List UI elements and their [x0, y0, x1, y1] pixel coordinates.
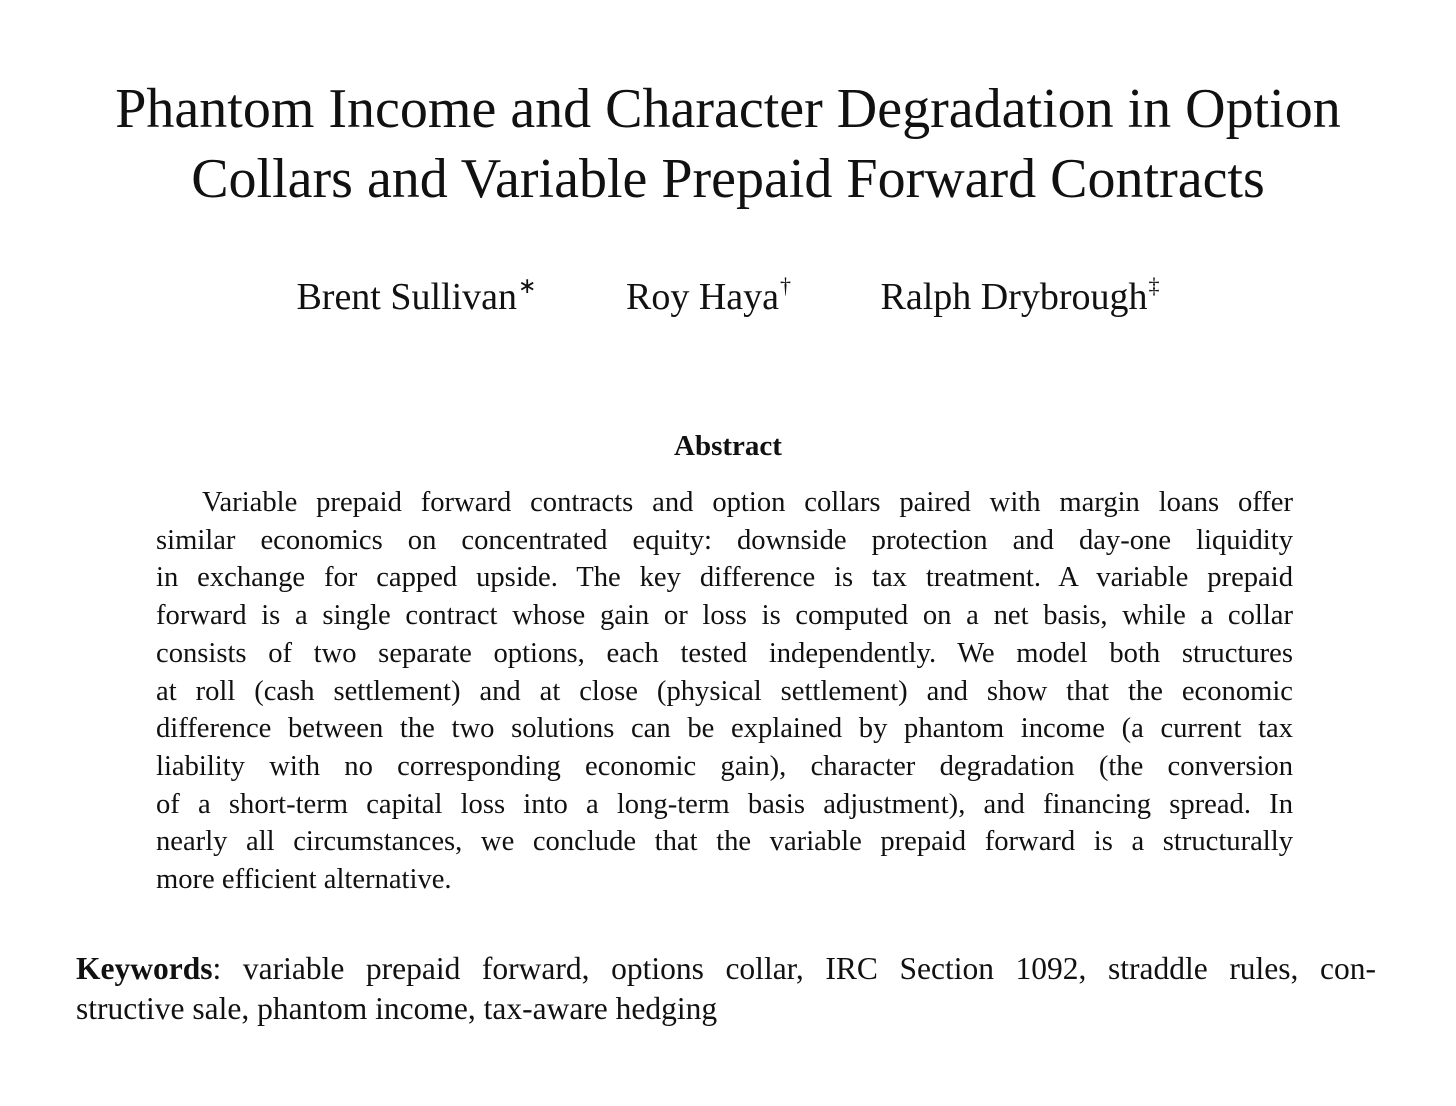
- paper-title-line-1: Phantom Income and Character Degradation in Option: [115, 78, 1341, 140]
- keywords-separator: :: [212, 951, 222, 986]
- abstract-body: [156, 484, 1293, 899]
- author-2: [626, 260, 791, 323]
- abstract-line: nearly all circumstances, we conclude that the variable prepaid forward is a structurally: [156, 826, 1293, 858]
- abstract-line: similar economics on concentrated equity: downside protection and day-one liquidity: [156, 524, 1293, 556]
- keywords-label: Keywords: [76, 951, 213, 986]
- author-1: [296, 260, 536, 323]
- author-footnote-mark: ∗: [518, 273, 537, 298]
- keywords-line-2: structive sale, phantom income, tax-aware hedging: [76, 991, 718, 1026]
- keywords-line-1: [76, 949, 1376, 989]
- keywords-text: variable prepaid forward, options collar, IRC Section 1092, straddle rules, con-: [242, 951, 1376, 986]
- keywords-section: [76, 949, 1376, 1029]
- author-name: Roy Haya: [625, 276, 780, 318]
- abstract-line: in exchange for capped upside. The key difference is tax treatment. A variable prepaid: [156, 562, 1293, 594]
- abstract-line: more efficient alternative.: [156, 864, 452, 896]
- abstract-line: consists of two separate options, each tested independently. We model both structures: [156, 637, 1293, 669]
- paper-title-line-2: Collars and Variable Prepaid Forward Contracts: [191, 148, 1265, 210]
- abstract-heading: Abstract: [674, 430, 782, 462]
- abstract-line: Variable prepaid forward contracts and option collars paired with margin loans offer: [202, 487, 1293, 518]
- abstract-line: of a short-term capital loss into a long-term basis adjustment), and financing spread. In: [156, 788, 1293, 820]
- abstract-line: difference between the two solutions can be explained by phantom income (a current tax: [156, 713, 1293, 745]
- abstract-line: liability with no corresponding economic gain), character degradation (the conversion: [156, 750, 1293, 782]
- author-footnote-mark: †: [780, 273, 792, 298]
- author-list: [0, 260, 1456, 323]
- paper-title: [60, 74, 1396, 214]
- author-name: Brent Sullivan: [296, 276, 518, 318]
- abstract-line: forward is a single contract whose gain or loss is computed on a net basis, while a collar: [156, 600, 1293, 632]
- abstract-line: at roll (cash settlement) and at close (physical settlement) and show that the economic: [156, 675, 1293, 707]
- author-3: [881, 260, 1160, 323]
- author-footnote-mark: ‡: [1148, 273, 1160, 298]
- author-name: Ralph Drybrough: [880, 276, 1148, 318]
